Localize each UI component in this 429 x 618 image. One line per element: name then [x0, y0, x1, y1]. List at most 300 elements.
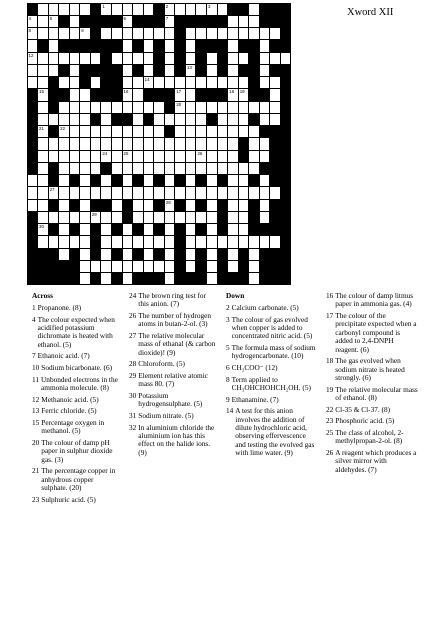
grid-cell[interactable] [59, 102, 69, 113]
grid-cell[interactable] [270, 102, 280, 113]
grid-cell[interactable] [218, 114, 228, 125]
grid-cell[interactable] [38, 224, 48, 235]
grid-cell[interactable] [186, 224, 196, 235]
grid-cell[interactable] [28, 16, 38, 27]
grid-cell[interactable] [123, 151, 133, 162]
grid-cell[interactable] [91, 212, 101, 223]
grid-cell[interactable] [239, 126, 249, 137]
grid-cell[interactable] [133, 151, 143, 162]
grid-cell[interactable] [196, 28, 206, 39]
grid-cell[interactable] [101, 236, 111, 247]
grid-cell[interactable] [175, 126, 185, 137]
grid-cell[interactable] [123, 53, 133, 64]
grid-cell[interactable] [123, 102, 133, 113]
grid-cell[interactable] [260, 102, 270, 113]
grid-cell[interactable] [123, 163, 133, 174]
grid-cell[interactable] [123, 40, 133, 51]
grid-cell[interactable] [144, 175, 154, 186]
grid-cell[interactable] [165, 236, 175, 247]
grid-cell[interactable] [38, 236, 48, 247]
grid-cell[interactable] [218, 102, 228, 113]
grid-cell[interactable] [228, 151, 238, 162]
grid-cell[interactable] [101, 212, 111, 223]
grid-cell[interactable] [228, 53, 238, 64]
grid-cell[interactable] [38, 4, 48, 15]
grid-cell[interactable] [186, 126, 196, 137]
grid-cell[interactable] [38, 151, 48, 162]
grid-cell[interactable] [228, 77, 238, 88]
grid-cell[interactable] [144, 249, 154, 260]
grid-cell[interactable] [101, 126, 111, 137]
grid-cell[interactable] [80, 28, 90, 39]
grid-cell[interactable] [38, 16, 48, 27]
grid-cell[interactable] [186, 261, 196, 272]
grid-cell[interactable] [196, 126, 206, 137]
grid-cell[interactable] [186, 102, 196, 113]
grid-cell[interactable] [218, 28, 228, 39]
grid-cell[interactable] [249, 151, 259, 162]
grid-cell[interactable] [91, 138, 101, 149]
grid-cell[interactable] [249, 273, 259, 284]
grid-cell[interactable] [186, 65, 196, 76]
grid-cell[interactable] [281, 53, 291, 64]
grid-cell[interactable] [144, 236, 154, 247]
grid-cell[interactable] [101, 102, 111, 113]
grid-cell[interactable] [270, 114, 280, 125]
grid-cell[interactable] [239, 187, 249, 198]
grid-cell[interactable] [186, 114, 196, 125]
grid-cell[interactable] [154, 102, 164, 113]
grid-cell[interactable] [101, 273, 111, 284]
grid-cell[interactable] [91, 126, 101, 137]
grid-cell[interactable] [144, 65, 154, 76]
grid-cell[interactable] [133, 77, 143, 88]
grid-cell[interactable] [49, 212, 59, 223]
grid-cell[interactable] [207, 224, 217, 235]
grid-cell[interactable] [175, 163, 185, 174]
grid-cell[interactable] [175, 138, 185, 149]
grid-cell[interactable] [38, 187, 48, 198]
grid-cell[interactable] [133, 4, 143, 15]
grid-cell[interactable] [70, 126, 80, 137]
grid-cell[interactable] [38, 175, 48, 186]
grid-cell[interactable] [80, 273, 90, 284]
grid-cell[interactable] [218, 126, 228, 137]
grid-cell[interactable] [228, 28, 238, 39]
grid-cell[interactable] [249, 138, 259, 149]
grid-cell[interactable] [186, 249, 196, 260]
grid-cell[interactable] [218, 138, 228, 149]
grid-cell[interactable] [38, 89, 48, 100]
grid-cell[interactable] [123, 89, 133, 100]
grid-cell[interactable] [165, 151, 175, 162]
grid-cell[interactable] [80, 126, 90, 137]
grid-cell[interactable] [260, 187, 270, 198]
grid-cell[interactable] [49, 4, 59, 15]
grid-cell[interactable] [133, 187, 143, 198]
grid-cell[interactable] [165, 163, 175, 174]
grid-cell[interactable] [270, 28, 280, 39]
grid-cell[interactable] [196, 138, 206, 149]
grid-cell[interactable] [186, 89, 196, 100]
grid-cell[interactable] [144, 77, 154, 88]
grid-cell[interactable] [144, 138, 154, 149]
grid-cell[interactable] [196, 102, 206, 113]
grid-cell[interactable] [123, 187, 133, 198]
grid-cell[interactable] [196, 187, 206, 198]
grid-cell[interactable] [123, 16, 133, 27]
grid-cell[interactable] [80, 102, 90, 113]
grid-cell[interactable] [80, 4, 90, 15]
grid-cell[interactable] [38, 163, 48, 174]
grid-cell[interactable] [123, 77, 133, 88]
grid-cell[interactable] [218, 77, 228, 88]
grid-cell[interactable] [165, 200, 175, 211]
grid-cell[interactable] [80, 53, 90, 64]
grid-cell[interactable] [165, 53, 175, 64]
grid-cell[interactable] [165, 114, 175, 125]
grid-cell[interactable] [123, 28, 133, 39]
grid-cell[interactable] [123, 175, 133, 186]
grid-cell[interactable] [175, 89, 185, 100]
grid-cell[interactable] [123, 65, 133, 76]
grid-cell[interactable] [154, 151, 164, 162]
grid-cell[interactable] [270, 77, 280, 88]
grid-cell[interactable] [70, 151, 80, 162]
grid-cell[interactable] [80, 163, 90, 174]
grid-cell[interactable] [175, 114, 185, 125]
grid-cell[interactable] [70, 138, 80, 149]
grid-cell[interactable] [80, 187, 90, 198]
grid-cell[interactable] [165, 40, 175, 51]
grid-cell[interactable] [186, 212, 196, 223]
grid-cell[interactable] [207, 273, 217, 284]
grid-cell[interactable] [154, 212, 164, 223]
grid-cell[interactable] [196, 151, 206, 162]
grid-cell[interactable] [91, 102, 101, 113]
grid-cell[interactable] [165, 212, 175, 223]
grid-cell[interactable] [260, 200, 270, 211]
grid-cell[interactable] [112, 126, 122, 137]
grid-cell[interactable] [49, 151, 59, 162]
grid-cell[interactable] [228, 163, 238, 174]
grid-cell[interactable] [28, 77, 38, 88]
grid-cell[interactable] [49, 40, 59, 51]
grid-cell[interactable] [228, 16, 238, 27]
grid-cell[interactable] [112, 261, 122, 272]
grid-cell[interactable] [228, 224, 238, 235]
grid-cell[interactable] [249, 102, 259, 113]
grid-cell[interactable] [123, 236, 133, 247]
grid-cell[interactable] [249, 261, 259, 272]
grid-cell[interactable] [207, 126, 217, 137]
grid-cell[interactable] [133, 28, 143, 39]
grid-cell[interactable] [80, 175, 90, 186]
grid-cell[interactable] [101, 224, 111, 235]
grid-cell[interactable] [270, 187, 280, 198]
grid-cell[interactable] [112, 102, 122, 113]
grid-cell[interactable] [59, 4, 69, 15]
grid-cell[interactable] [70, 212, 80, 223]
grid-cell[interactable] [165, 249, 175, 260]
grid-cell[interactable] [260, 53, 270, 64]
grid-cell[interactable] [239, 114, 249, 125]
grid-cell[interactable] [59, 126, 69, 137]
grid-cell[interactable] [59, 249, 69, 260]
grid-cell[interactable] [123, 138, 133, 149]
grid-cell[interactable] [154, 261, 164, 272]
grid-cell[interactable] [186, 28, 196, 39]
grid-cell[interactable] [239, 224, 249, 235]
grid-cell[interactable] [49, 16, 59, 27]
grid-cell[interactable] [112, 151, 122, 162]
grid-cell[interactable] [165, 273, 175, 284]
grid-cell[interactable] [186, 175, 196, 186]
grid-cell[interactable] [207, 175, 217, 186]
grid-cell[interactable] [28, 187, 38, 198]
grid-cell[interactable] [218, 4, 228, 15]
grid-cell[interactable] [154, 138, 164, 149]
grid-cell[interactable] [218, 163, 228, 174]
grid-cell[interactable] [249, 4, 259, 15]
grid-cell[interactable] [249, 28, 259, 39]
grid-cell[interactable] [80, 151, 90, 162]
grid-cell[interactable] [133, 138, 143, 149]
grid-cell[interactable] [144, 102, 154, 113]
grid-cell[interactable] [59, 28, 69, 39]
grid-cell[interactable] [186, 53, 196, 64]
grid-cell[interactable] [260, 114, 270, 125]
grid-cell[interactable] [38, 200, 48, 211]
grid-cell[interactable] [175, 212, 185, 223]
grid-cell[interactable] [207, 28, 217, 39]
grid-cell[interactable] [49, 65, 59, 76]
grid-cell[interactable] [207, 249, 217, 260]
grid-cell[interactable] [59, 151, 69, 162]
grid-cell[interactable] [165, 224, 175, 235]
grid-cell[interactable] [196, 212, 206, 223]
grid-cell[interactable] [123, 261, 133, 272]
grid-cell[interactable] [175, 187, 185, 198]
grid-cell[interactable] [239, 102, 249, 113]
grid-cell[interactable] [91, 53, 101, 64]
grid-cell[interactable] [101, 175, 111, 186]
grid-cell[interactable] [207, 163, 217, 174]
grid-cell[interactable] [49, 138, 59, 149]
grid-cell[interactable] [249, 187, 259, 198]
grid-cell[interactable] [28, 65, 38, 76]
grid-cell[interactable] [133, 200, 143, 211]
grid-cell[interactable] [144, 187, 154, 198]
grid-cell[interactable] [59, 236, 69, 247]
grid-cell[interactable] [91, 261, 101, 272]
grid-cell[interactable] [112, 163, 122, 174]
grid-cell[interactable] [260, 151, 270, 162]
grid-cell[interactable] [228, 187, 238, 198]
grid-cell[interactable] [154, 236, 164, 247]
grid-cell[interactable] [133, 163, 143, 174]
grid-cell[interactable] [133, 89, 143, 100]
grid-cell[interactable] [196, 236, 206, 247]
grid-cell[interactable] [228, 114, 238, 125]
grid-cell[interactable] [49, 187, 59, 198]
grid-cell[interactable] [28, 53, 38, 64]
grid-cell[interactable] [133, 53, 143, 64]
grid-cell[interactable] [175, 77, 185, 88]
grid-cell[interactable] [70, 16, 80, 27]
grid-cell[interactable] [260, 40, 270, 51]
grid-cell[interactable] [175, 151, 185, 162]
grid-cell[interactable] [144, 40, 154, 51]
grid-cell[interactable] [144, 224, 154, 235]
grid-cell[interactable] [49, 114, 59, 125]
grid-cell[interactable] [38, 126, 48, 137]
grid-cell[interactable] [207, 200, 217, 211]
grid-cell[interactable] [80, 236, 90, 247]
grid-cell[interactable] [207, 65, 217, 76]
grid-cell[interactable] [207, 138, 217, 149]
grid-cell[interactable] [165, 175, 175, 186]
grid-cell[interactable] [59, 163, 69, 174]
grid-cell[interactable] [228, 65, 238, 76]
grid-cell[interactable] [186, 151, 196, 162]
grid-cell[interactable] [260, 138, 270, 149]
grid-cell[interactable] [70, 77, 80, 88]
grid-cell[interactable] [207, 261, 217, 272]
grid-cell[interactable] [80, 138, 90, 149]
grid-cell[interactable] [239, 89, 249, 100]
grid-cell[interactable] [207, 212, 217, 223]
grid-cell[interactable] [186, 4, 196, 15]
grid-cell[interactable] [144, 4, 154, 15]
grid-cell[interactable] [101, 138, 111, 149]
grid-cell[interactable] [133, 114, 143, 125]
grid-cell[interactable] [249, 163, 259, 174]
grid-cell[interactable] [123, 273, 133, 284]
grid-cell[interactable] [196, 4, 206, 15]
grid-cell[interactable] [70, 53, 80, 64]
grid-cell[interactable] [101, 114, 111, 125]
grid-cell[interactable] [196, 163, 206, 174]
grid-cell[interactable] [260, 65, 270, 76]
grid-cell[interactable] [70, 187, 80, 198]
grid-cell[interactable] [59, 175, 69, 186]
grid-cell[interactable] [91, 163, 101, 174]
grid-cell[interactable] [228, 40, 238, 51]
grid-cell[interactable] [101, 261, 111, 272]
grid-cell[interactable] [70, 114, 80, 125]
grid-cell[interactable] [239, 163, 249, 174]
grid-cell[interactable] [186, 138, 196, 149]
grid-cell[interactable] [144, 126, 154, 137]
grid-cell[interactable] [228, 236, 238, 247]
grid-cell[interactable] [249, 16, 259, 27]
grid-cell[interactable] [123, 249, 133, 260]
grid-cell[interactable] [101, 151, 111, 162]
grid-cell[interactable] [239, 175, 249, 186]
grid-cell[interactable] [38, 212, 48, 223]
grid-cell[interactable] [228, 175, 238, 186]
grid-cell[interactable] [70, 163, 80, 174]
grid-cell[interactable] [186, 200, 196, 211]
grid-cell[interactable] [196, 77, 206, 88]
grid-cell[interactable] [144, 200, 154, 211]
grid-cell[interactable] [38, 77, 48, 88]
grid-cell[interactable] [175, 102, 185, 113]
grid-cell[interactable] [270, 236, 280, 247]
grid-cell[interactable] [228, 138, 238, 149]
grid-cell[interactable] [101, 4, 111, 15]
grid-cell[interactable] [28, 28, 38, 39]
grid-cell[interactable] [133, 126, 143, 137]
grid-cell[interactable] [196, 114, 206, 125]
grid-cell[interactable] [218, 151, 228, 162]
grid-cell[interactable] [144, 151, 154, 162]
grid-cell[interactable] [207, 236, 217, 247]
grid-cell[interactable] [165, 65, 175, 76]
grid-cell[interactable] [112, 53, 122, 64]
grid-cell[interactable] [239, 77, 249, 88]
grid-cell[interactable] [144, 28, 154, 39]
grid-cell[interactable] [186, 77, 196, 88]
grid-cell[interactable] [59, 187, 69, 198]
grid-cell[interactable] [249, 236, 259, 247]
grid-cell[interactable] [59, 114, 69, 125]
grid-cell[interactable] [101, 249, 111, 260]
grid-cell[interactable] [239, 200, 249, 211]
grid-cell[interactable] [70, 4, 80, 15]
grid-cell[interactable] [112, 28, 122, 39]
grid-cell[interactable] [165, 77, 175, 88]
grid-cell[interactable] [59, 200, 69, 211]
grid-cell[interactable] [59, 77, 69, 88]
grid-cell[interactable] [207, 77, 217, 88]
grid-cell[interactable] [154, 28, 164, 39]
grid-cell[interactable] [270, 53, 280, 64]
grid-cell[interactable] [239, 16, 249, 27]
grid-cell[interactable] [260, 175, 270, 186]
grid-cell[interactable] [59, 53, 69, 64]
grid-cell[interactable] [249, 249, 259, 260]
grid-cell[interactable] [165, 138, 175, 149]
grid-cell[interactable] [112, 138, 122, 149]
grid-cell[interactable] [80, 212, 90, 223]
grid-cell[interactable] [228, 249, 238, 260]
grid-cell[interactable] [133, 212, 143, 223]
grid-cell[interactable] [38, 102, 48, 113]
grid-cell[interactable] [101, 187, 111, 198]
grid-cell[interactable] [80, 114, 90, 125]
grid-cell[interactable] [228, 102, 238, 113]
grid-cell[interactable] [270, 89, 280, 100]
grid-cell[interactable] [38, 28, 48, 39]
grid-cell[interactable] [260, 212, 270, 223]
grid-cell[interactable] [249, 126, 259, 137]
grid-cell[interactable] [28, 200, 38, 211]
grid-cell[interactable] [80, 249, 90, 260]
grid-cell[interactable] [207, 102, 217, 113]
grid-cell[interactable] [70, 65, 80, 76]
grid-cell[interactable] [70, 28, 80, 39]
grid-cell[interactable] [28, 40, 38, 51]
grid-cell[interactable] [144, 261, 154, 272]
grid-cell[interactable] [207, 151, 217, 162]
grid-cell[interactable] [59, 224, 69, 235]
grid-cell[interactable] [133, 261, 143, 272]
grid-cell[interactable] [91, 151, 101, 162]
grid-cell[interactable] [123, 4, 133, 15]
grid-cell[interactable] [260, 28, 270, 39]
